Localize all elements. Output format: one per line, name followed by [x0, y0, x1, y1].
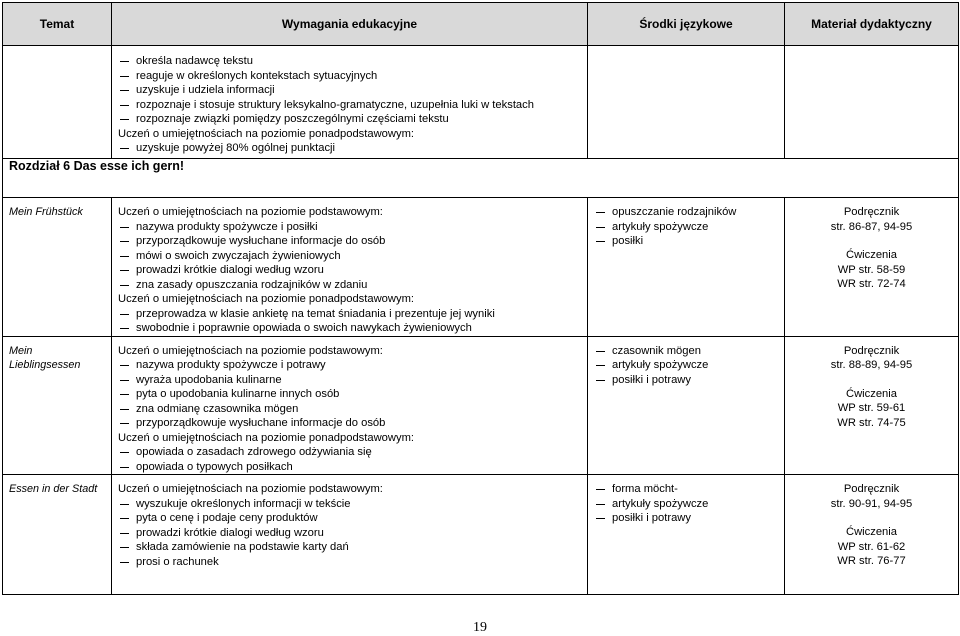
requirements-cell: [112, 198, 588, 337]
level-heading: Uczeń o umiejętnościach na poziomie podstawowym:: [118, 344, 383, 357]
list-item: nazywa produkty spożywcze i potrawy: [118, 358, 581, 373]
basic-requirements-list: [118, 220, 581, 293]
language-means-list: [594, 482, 778, 526]
list-item: uzyskuje powyżej 80% ogólnej punktacji: [118, 141, 581, 156]
textbook-pages: str. 88-89, 94-95: [830, 359, 913, 371]
list-item: pyta o upodobania kulinarne innych osób: [118, 387, 581, 402]
list-item: artykuły spożywcze: [594, 497, 778, 512]
materials-cell: [785, 336, 959, 475]
topic-cell: [3, 475, 112, 595]
textbook-label: Podręcznik: [843, 206, 900, 218]
curriculum-table: [2, 2, 959, 595]
language-means-cell: [588, 336, 785, 475]
list-item: określa nadawcę tekstu: [118, 54, 581, 69]
header-temat: Temat: [3, 3, 112, 46]
header-material: Materiał dydaktyczny: [785, 3, 959, 46]
page-number: 19: [473, 620, 487, 635]
wr-pages: WR str. 72-74: [837, 278, 906, 290]
list-item: rozpoznaje i stosuje struktury leksykalno-gramatyczne, uzupełnia luki w tekstach: [118, 98, 581, 113]
wp-pages: WP str. 58-59: [837, 263, 906, 276]
textbook-pages: str. 86-87, 94-95: [830, 220, 913, 233]
chapter-row: [3, 159, 959, 198]
wp-pages: WP str. 59-61: [837, 402, 906, 414]
advanced-requirements-list: [118, 445, 581, 474]
list-item: posiłki i potrawy: [594, 373, 778, 388]
header-srodki: Środki językowe: [588, 3, 785, 46]
list-item: prowadzi krótkie dialogi według wzoru: [118, 526, 581, 541]
exercises-label: Ćwiczenia: [846, 526, 897, 538]
level-heading: Uczeń o umiejętnościach na poziomie ponadpodstawowym:: [118, 431, 415, 444]
language-means-cell: [588, 475, 785, 595]
continued-srodki-cell: [588, 46, 785, 159]
list-item: składa zamówienie na podstawie karty dań: [118, 540, 581, 555]
list-item: forma möcht-: [594, 482, 778, 497]
continued-list-a: [118, 54, 581, 127]
list-item: czasownik mögen: [594, 344, 778, 359]
list-item: wyszukuje określonych informacji w tekście: [118, 497, 581, 512]
list-item: prosi o rachunek: [118, 555, 581, 570]
textbook-label: Podręcznik: [843, 344, 900, 357]
level-heading: Uczeń o umiejętnościach na poziomie ponadpodstawowym:: [118, 127, 415, 140]
list-item: swobodnie i poprawnie opowiada o swoich nawykach żywieniowych: [118, 321, 581, 336]
list-item: przyporządkowuje wysłuchane informacje do osób: [118, 234, 581, 249]
continued-material-cell: [785, 46, 959, 159]
materials-cell: [785, 198, 959, 337]
basic-requirements-list: [118, 358, 581, 431]
exercises-label: Ćwiczenia: [846, 249, 897, 261]
header-row: [3, 3, 959, 46]
list-item: reaguje w określonych kontekstach sytuacyjnych: [118, 69, 581, 84]
list-item: rozpoznaje związki pomiędzy poszczególnymi częściami tekstu: [118, 112, 581, 127]
list-item: przyporządkowuje wysłuchane informacje do osób: [118, 416, 581, 431]
list-item: nazywa produkty spożywcze i posiłki: [118, 220, 581, 235]
textbook-pages: str. 90-91, 94-95: [830, 497, 913, 510]
header-wymagania: Wymagania edukacyjne: [112, 3, 588, 46]
chapter-title: Rozdział 6 Das esse ich gern!: [3, 159, 959, 198]
continued-temat-cell: [3, 46, 112, 159]
level-heading: Uczeń o umiejętnościach na poziomie ponadpodstawowym:: [118, 293, 415, 305]
list-item: zna zasady opuszczania rodzajników w zdaniu: [118, 278, 581, 293]
continued-list-b: [118, 141, 581, 156]
list-item: prowadzi krótkie dialogi według wzoru: [118, 263, 581, 278]
list-item: mówi o swoich zwyczajach żywieniowych: [118, 249, 581, 264]
level-heading: Uczeń o umiejętnościach na poziomie podstawowym:: [118, 206, 383, 218]
topic-title: Essen in der Stadt: [9, 483, 98, 495]
list-item: opowiada o zasadach zdrowego odżywiania się: [118, 445, 581, 460]
exercises-label: Ćwiczenia: [846, 387, 897, 400]
level-heading: Uczeń o umiejętnościach na poziomie podstawowym:: [118, 483, 383, 495]
requirements-cell: [112, 475, 588, 595]
topic-cell: [3, 198, 112, 337]
materials-cell: [785, 475, 959, 595]
list-item: artykuły spożywcze: [594, 358, 778, 373]
wp-pages: WP str. 61-62: [837, 540, 906, 553]
table-row: [3, 198, 959, 337]
topic-title: Mein Frühstück: [9, 206, 83, 218]
continued-requirements-cell: [112, 46, 588, 159]
list-item: przeprowadza w klasie ankietę na temat śniadania i prezentuje jej wyniki: [118, 307, 581, 322]
list-item: uzyskuje i udziela informacji: [118, 83, 581, 98]
list-item: pyta o cenę i podaje ceny produktów: [118, 511, 581, 526]
wr-pages: WR str. 74-75: [837, 416, 906, 429]
advanced-requirements-list: [118, 307, 581, 336]
list-item: artykuły spożywcze: [594, 220, 778, 235]
basic-requirements-list: [118, 497, 581, 570]
list-item: posiłki: [594, 234, 778, 249]
table-row: [3, 336, 959, 475]
wr-pages: WR str. 76-77: [837, 555, 906, 567]
table-row: [3, 475, 959, 595]
list-item: wyraża upodobania kulinarne: [118, 373, 581, 388]
list-item: opowiada o typowych posiłkach: [118, 460, 581, 475]
language-means-list: [594, 344, 778, 388]
textbook-label: Podręcznik: [843, 483, 900, 495]
list-item: posiłki i potrawy: [594, 511, 778, 526]
topic-title: Mein Lieblingsessen: [9, 344, 81, 371]
language-means-cell: [588, 198, 785, 337]
topic-cell: [3, 336, 112, 475]
requirements-cell: [112, 336, 588, 475]
list-item: opuszczanie rodzajników: [594, 205, 778, 220]
language-means-list: [594, 205, 778, 249]
continued-row: [3, 46, 959, 159]
list-item: zna odmianę czasownika mögen: [118, 402, 581, 417]
